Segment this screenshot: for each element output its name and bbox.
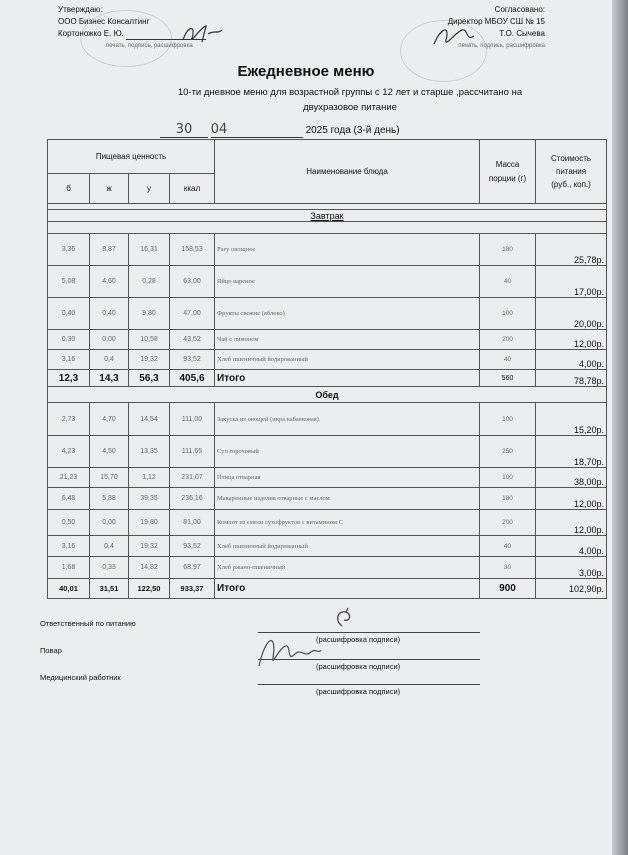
cell-mass: 40 <box>480 536 536 557</box>
section-title: Обед <box>315 389 339 400</box>
cell-mass: 200 <box>480 330 536 350</box>
cell-fat: 4,60 <box>90 266 129 298</box>
cell-fat: 5,88 <box>90 488 129 510</box>
cell-protein: 2,73 <box>48 403 90 436</box>
cell-dish-name: Рагу овощное <box>215 234 480 266</box>
menu-table <box>47 139 607 599</box>
total-kcal: 933,37 <box>170 579 215 599</box>
page-subtitle <box>100 85 600 115</box>
approval-org: ООО Бизнес Консалтинг <box>58 17 150 26</box>
section-breakfast <box>48 210 607 222</box>
cell-protein: 3,16 <box>48 350 90 370</box>
header-nutrition: Пищевая ценность <box>48 140 215 174</box>
date-month: 04 <box>211 122 303 138</box>
cell-mass: 180 <box>480 234 536 266</box>
cell-kcal: 111,00 <box>170 403 215 436</box>
cell-mass: 180 <box>480 488 536 510</box>
breakfast-total-row <box>48 370 607 387</box>
total-carbs: 122,50 <box>129 579 170 599</box>
cell-carbs: 19,32 <box>129 350 170 370</box>
cell-price: 4,00р. <box>536 350 607 370</box>
date-year: 2025 года (3-й день) <box>305 125 400 136</box>
signature-caption: (расшифровка подписи) <box>316 687 401 696</box>
cell-kcal: 158,53 <box>170 234 215 266</box>
cell-kcal: 68,97 <box>170 557 215 579</box>
cell-fat: 0,4 <box>90 536 129 557</box>
cell-mass: 250 <box>480 436 536 468</box>
cell-carbs: 14,54 <box>129 403 170 436</box>
cell-kcal: 81,00 <box>170 510 215 536</box>
cell-kcal: 63,00 <box>170 266 215 298</box>
cell-fat: 4,50 <box>90 436 129 468</box>
cell-protein: 0,50 <box>48 510 90 536</box>
footer-medic: Медицинский работник <box>40 673 121 682</box>
header-cost-line: Стоимость <box>550 154 592 163</box>
cell-mass: 30 <box>480 557 536 579</box>
menu-row <box>48 488 607 510</box>
breakfast-rows <box>48 234 607 370</box>
total-carbs: 56,3 <box>129 370 170 387</box>
header-mass-line: Масса <box>495 159 520 169</box>
cell-fat: 0,00 <box>90 330 129 350</box>
total-fat: 31,51 <box>90 579 129 599</box>
signature-scribble-cook <box>255 628 325 670</box>
date-day: 30 <box>160 122 208 138</box>
cell-fat: 0,4 <box>90 350 129 370</box>
cell-price: 3,00р. <box>536 557 607 579</box>
header-dish: Наименование блюда <box>215 140 480 204</box>
cell-fat: 0,33 <box>90 557 129 579</box>
approval-caption: печать, подпись, расшифровка <box>458 43 545 49</box>
menu-row <box>48 298 607 330</box>
cell-fat: 15,70 <box>90 468 129 488</box>
header-cost-line: (руб., коп.) <box>551 180 591 189</box>
menu-row <box>48 266 607 298</box>
signature-scribble-right <box>428 22 478 52</box>
approval-person: Т.О. Сычева <box>499 29 545 38</box>
cell-price: 38,00р. <box>536 468 607 488</box>
menu-row <box>48 536 607 557</box>
cell-carbs: 13,35 <box>129 436 170 468</box>
cell-carbs: 16,31 <box>129 234 170 266</box>
cell-dish-name: Закуска из овощей (икра кабачковая) <box>215 403 480 436</box>
cell-protein: 6,48 <box>48 488 90 510</box>
menu-row <box>48 510 607 536</box>
cell-protein: 21,23 <box>48 468 90 488</box>
cell-carbs: 0,28 <box>129 266 170 298</box>
cell-carbs: 19,32 <box>129 536 170 557</box>
header-mass-line: порции (г) <box>488 173 527 183</box>
cell-price: 17,00р. <box>536 266 607 298</box>
menu-row <box>48 403 607 436</box>
cell-fat: 8,87 <box>90 234 129 266</box>
total-label: Итого <box>215 579 480 599</box>
cell-price: 12,00р. <box>536 330 607 350</box>
cell-fat: 0,40 <box>90 298 129 330</box>
cell-price: 4,00р. <box>536 536 607 557</box>
total-protein: 40,01 <box>48 579 90 599</box>
header-mass <box>480 140 536 204</box>
approval-label: Утверждаю: <box>58 5 103 14</box>
cell-protein: 0,30 <box>48 330 90 350</box>
cell-carbs: 1,12 <box>129 468 170 488</box>
approval-caption: печать, подпись, расшифровка <box>106 43 193 49</box>
lunch-total-row <box>48 579 607 599</box>
cell-mass: 100 <box>480 298 536 330</box>
subtitle-line: 10-ти дневное меню для возрастной группы с 12 лет и старше ,рассчитано на <box>177 87 523 98</box>
spacer-row <box>48 222 607 234</box>
cell-protein: 1,68 <box>48 557 90 579</box>
total-label: Итого <box>215 370 480 387</box>
menu-date <box>160 122 400 138</box>
cell-dish-name: Птица отварная <box>215 468 480 488</box>
cell-dish-name: Суп гороховый <box>215 436 480 468</box>
cell-fat: 0,00 <box>90 510 129 536</box>
section-title: Завтрак <box>310 210 344 221</box>
total-kcal: 405,6 <box>170 370 215 387</box>
menu-row <box>48 436 607 468</box>
footer-responsible: Ответственный по питанию <box>40 619 136 628</box>
total-fat: 14,3 <box>90 370 129 387</box>
page-title: Ежедневное меню <box>237 63 375 80</box>
cell-price: 12,00р. <box>536 488 607 510</box>
signature-line <box>258 684 480 685</box>
lunch-rows <box>48 403 607 579</box>
approval-label: Согласовано: <box>494 5 545 14</box>
cell-dish-name: Хлеб пшеничный йодированный <box>215 536 480 557</box>
total-price: 102,90р. <box>536 579 607 599</box>
header-fat: ж <box>90 174 129 204</box>
cell-dish-name: Яйцо вареное <box>215 266 480 298</box>
cell-carbs: 19,80 <box>129 510 170 536</box>
cell-price: 20,00р. <box>536 298 607 330</box>
cell-fat: 4,70 <box>90 403 129 436</box>
cell-price: 25,78р. <box>536 234 607 266</box>
signature-scribble-left <box>178 20 228 48</box>
cell-kcal: 93,52 <box>170 350 215 370</box>
subtitle-line: двухразовое питание <box>303 102 397 113</box>
cell-kcal: 231,07 <box>170 468 215 488</box>
cell-protein: 5,08 <box>48 266 90 298</box>
menu-row <box>48 350 607 370</box>
header-protein: б <box>48 174 90 204</box>
cell-kcal: 43,52 <box>170 330 215 350</box>
cell-dish-name: Фрукты свежие (яблоко) <box>215 298 480 330</box>
cell-protein: 0,40 <box>48 298 90 330</box>
cell-protein: 4,23 <box>48 436 90 468</box>
cell-mass: 40 <box>480 266 536 298</box>
total-price: 78,78р. <box>536 370 607 387</box>
total-protein: 12,3 <box>48 370 90 387</box>
total-mass: 560 <box>480 370 536 387</box>
cell-kcal: 47,00 <box>170 298 215 330</box>
signature-caption: (расшифровка подписи) <box>316 635 401 644</box>
header-carbs: у <box>129 174 170 204</box>
cell-dish-name: Чай с лимоном <box>215 330 480 350</box>
cell-mass: 200 <box>480 510 536 536</box>
total-mass: 900 <box>480 579 536 599</box>
cell-kcal: 93,52 <box>170 536 215 557</box>
cell-mass: 100 <box>480 403 536 436</box>
cell-protein: 3,36 <box>48 234 90 266</box>
cell-dish-name: Хлеб ржано-пшеничный <box>215 557 480 579</box>
cell-price: 15,20р. <box>536 403 607 436</box>
header-kcal: ккал <box>170 174 215 204</box>
cell-carbs: 39,35 <box>129 488 170 510</box>
cell-kcal: 236,16 <box>170 488 215 510</box>
cell-dish-name: Хлеб пшеничный йодированный <box>215 350 480 370</box>
approval-org: Директор МБОУ СШ № 15 <box>447 17 545 26</box>
approval-person: Кортоножко Е. Ю. <box>58 29 124 38</box>
menu-row <box>48 557 607 579</box>
cell-dish-name: Макаронные изделия отварные с маслом <box>215 488 480 510</box>
cell-mass: 100 <box>480 468 536 488</box>
cell-kcal: 111,65 <box>170 436 215 468</box>
header-cost <box>536 140 607 204</box>
cell-protein: 3,16 <box>48 536 90 557</box>
cell-price: 18,70р. <box>536 436 607 468</box>
section-lunch <box>48 387 607 403</box>
menu-row <box>48 330 607 350</box>
cell-carbs: 10,58 <box>129 330 170 350</box>
header-cost-line: питания <box>555 167 587 176</box>
signature-scribble-responsible <box>330 606 360 630</box>
cell-price: 12,00р. <box>536 510 607 536</box>
signature-caption: (расшифровка подписи) <box>316 662 401 671</box>
menu-row <box>48 234 607 266</box>
cell-carbs: 14,82 <box>129 557 170 579</box>
cell-dish-name: Компот из смеси сухофруктов с витамином С <box>215 510 480 536</box>
menu-row <box>48 468 607 488</box>
footer-cook: Повар <box>40 646 62 655</box>
cell-carbs: 9,80 <box>129 298 170 330</box>
cell-mass: 40 <box>480 350 536 370</box>
